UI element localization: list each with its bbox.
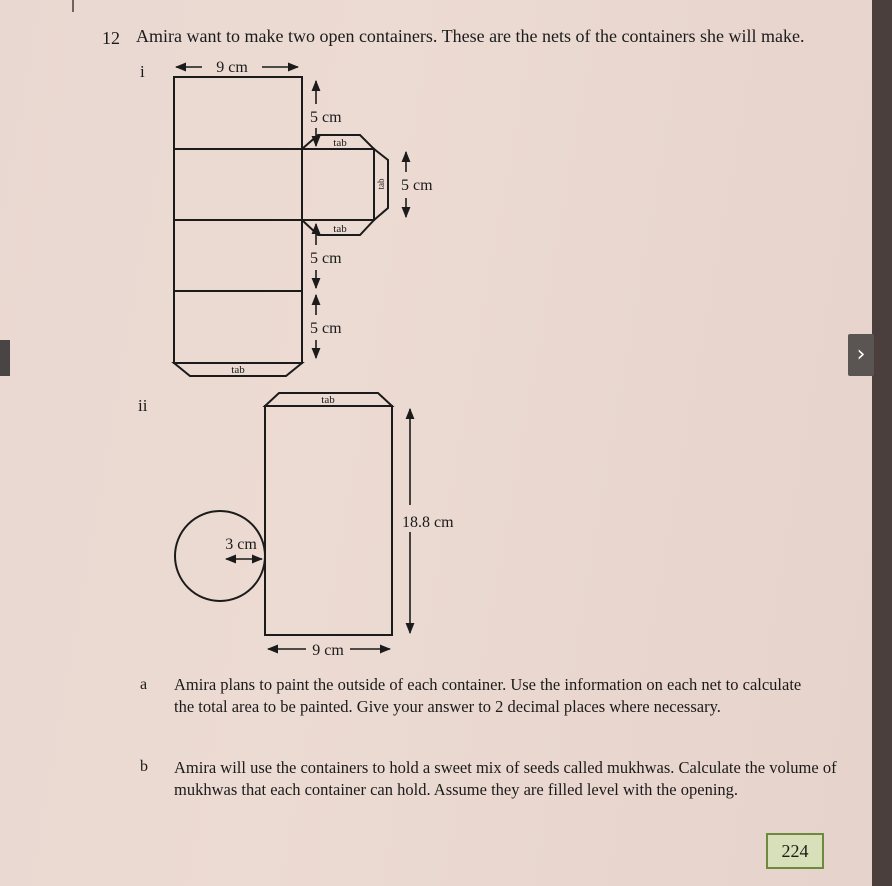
net-i-tab-top-label: tab: [333, 137, 347, 149]
viewer-side-strip: [872, 0, 892, 886]
net-ii: [175, 393, 392, 635]
net-i-side-square: [302, 149, 374, 220]
net-ii-tab-top-label: tab: [321, 394, 335, 406]
net-i-tab-side-label: tab: [376, 178, 386, 190]
part-b-letter: b: [140, 758, 148, 775]
question-text: Amira want to make two open containers. These are the nets of the containers she will make.: [136, 26, 805, 46]
part-b-text: Amira will use the containers to hold a sweet mix of seeds called mukhwas. Calculate the volume of mukhwas that each container can hold. Assume they are filled level with the opening.: [174, 758, 837, 799]
net-i-tab-bottom-label: tab: [231, 364, 245, 376]
part-a-text: Amira plans to paint the outside of each container. Use the information on each net to calculate the total area to be painted. Give your answer to 2 decimal places where necessary.: [174, 675, 802, 716]
net-i-dim2-label: 5 cm: [310, 250, 342, 267]
net-ii-height-label: 18.8 cm: [402, 514, 454, 531]
net-ii-radius-label: 3 cm: [225, 536, 257, 553]
net-ii-base-circle: [175, 511, 265, 601]
part-a-letter: a: [140, 676, 148, 693]
net-i-side-label: 5 cm: [401, 177, 433, 194]
net-ii-width-label: 9 cm: [312, 642, 344, 659]
net-i-tab-middle-label: tab: [333, 223, 347, 235]
net-i-label: i: [140, 62, 145, 81]
net-ii-rectangle: [265, 406, 392, 635]
net-ii-dimensions: [226, 409, 410, 649]
page-number-badge: 224: [766, 833, 824, 869]
net-i-dim3-label: 5 cm: [310, 320, 342, 337]
net-i-dim1-label: 5 cm: [310, 109, 342, 126]
next-page-button[interactable]: ›: [848, 334, 874, 376]
net-ii-label: ii: [138, 396, 148, 415]
previous-page-handle[interactable]: [0, 340, 10, 376]
net-i-dimensions: [176, 67, 406, 358]
net-i-width-label: 9 cm: [216, 59, 248, 76]
question-number: 12: [102, 28, 120, 48]
net-i: [174, 77, 388, 376]
